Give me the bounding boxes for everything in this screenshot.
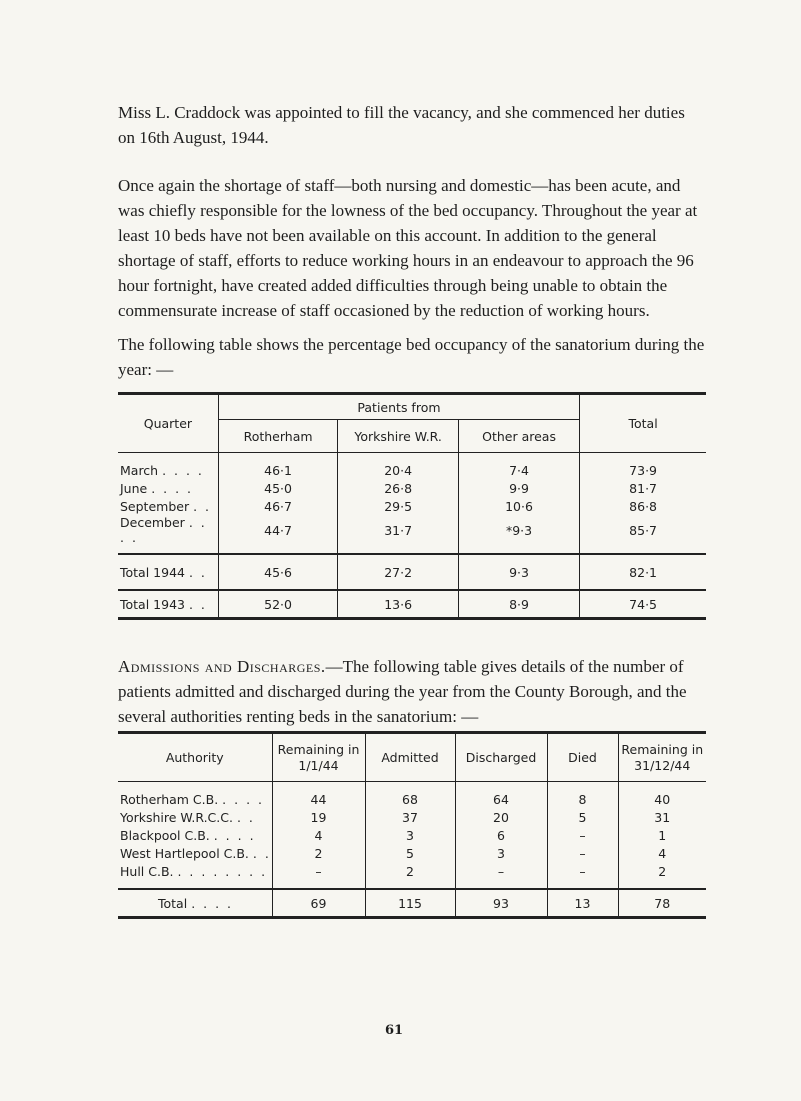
cell-discharged: 20 <box>455 808 547 826</box>
cell-remaining-start: – <box>272 862 365 889</box>
header-total: Total <box>628 416 658 431</box>
row-label: Yorkshire W.R.C.C. <box>120 809 233 825</box>
header-remaining-start: Remaining in 1/1/44 <box>272 733 365 782</box>
cell-total: 82·1 <box>580 554 706 590</box>
cell-yorkshire: 31·7 <box>338 515 459 554</box>
occupancy-table <box>118 392 706 620</box>
cell-died: 13 <box>547 889 618 918</box>
header-died: Died <box>547 733 618 782</box>
cell-admitted: 5 <box>365 844 455 862</box>
cell-admitted: 2 <box>365 862 455 889</box>
cell-yorkshire: 27·2 <box>338 554 459 590</box>
table-row <box>118 515 706 554</box>
table-row <box>118 479 706 497</box>
row-label: Total 1944 <box>120 564 185 580</box>
cell-admitted: 37 <box>365 808 455 826</box>
cell-total: 74·5 <box>580 590 706 619</box>
cell-yorkshire: 13·6 <box>338 590 459 619</box>
leader-dots: . . . . <box>120 515 207 545</box>
page-number: 61 <box>385 1023 404 1038</box>
cell-admitted: 115 <box>365 889 455 918</box>
total-row <box>118 889 706 918</box>
cell-rotherham: 44·7 <box>218 515 338 554</box>
admissions-table <box>118 731 706 919</box>
cell-remaining-start: 2 <box>272 844 365 862</box>
header-rotherham: Rotherham <box>218 420 338 453</box>
section-heading: Admissions and Discharges. <box>118 657 326 676</box>
paragraph-staff-shortage: Once again the shortage of staff—both nursing and domestic—has been acute, and was chiefly responsible for the lowness of the bed occupancy. Throughout the year at least 10 beds have not been available on this account. In addition to the general shortage of staff, efforts to reduce working hours in an endeavour to approach the 96 hour fortnight, have created added difficulties through being unable to obtain the commensurate increase of staff occasioned by the reduction of working hours. <box>118 176 698 320</box>
row-label: December <box>120 515 185 530</box>
row-label: Hull C.B. <box>120 863 174 879</box>
table-row <box>118 497 706 515</box>
header-authority: Authority <box>118 733 272 782</box>
table-row <box>118 862 706 889</box>
cell-died: 5 <box>547 808 618 826</box>
leader-dots: . . . . <box>213 827 256 843</box>
cell-remaining-end: 1 <box>658 827 667 843</box>
cell-remaining-start: 19 <box>272 808 365 826</box>
cell-discharged: 3 <box>455 844 547 862</box>
cell-discharged: – <box>455 862 547 889</box>
cell-other: 10·6 <box>458 497 579 515</box>
cell-remaining-start: 4 <box>272 826 365 844</box>
cell-died: – <box>547 862 618 889</box>
paragraph-appointment: Miss L. Craddock was appointed to fill the vacancy, and she commenced her duties on 16th August, 1944. <box>118 103 685 147</box>
section-text: —The following table gives details of the number of patients admitted and discharged during the year from the County Borough, and the several authorities renting beds in the sanatorium: — <box>118 657 687 726</box>
paragraph-occupancy-intro: The following table shows the percentage bed occupancy of the sanatorium during the year: — <box>118 335 705 379</box>
row-label: Total <box>158 895 188 911</box>
cell-died: – <box>547 844 618 862</box>
table-row <box>118 782 706 809</box>
cell-rotherham: 45·6 <box>218 554 338 590</box>
total-1944-row <box>118 554 706 590</box>
cell-other: *9·3 <box>458 515 579 554</box>
table-row <box>118 808 706 826</box>
cell-remaining-start: 69 <box>272 889 365 918</box>
cell-other: 9·9 <box>458 479 579 497</box>
header-other-areas: Other areas <box>458 420 579 453</box>
row-label: West Hartlepool C.B. <box>120 845 249 861</box>
cell-died: – <box>547 826 618 844</box>
row-label: Blackpool C.B. <box>120 827 210 843</box>
cell-rotherham: 46·7 <box>218 497 338 515</box>
header-discharged: Discharged <box>455 733 547 782</box>
table-row <box>118 826 706 844</box>
header-remaining-end: Remaining in 31/12/44 <box>618 733 706 782</box>
cell-total: 81·7 <box>629 480 658 496</box>
cell-died: 8 <box>547 782 618 809</box>
cell-rotherham: 45·0 <box>218 479 338 497</box>
cell-total: 73·9 <box>629 462 658 478</box>
row-label: Total 1943 <box>120 596 185 612</box>
leader-dots: . . . . <box>191 895 234 911</box>
table-row <box>118 453 706 480</box>
cell-admitted: 68 <box>365 782 455 809</box>
row-label: September <box>120 498 190 514</box>
cell-discharged: 64 <box>455 782 547 809</box>
leader-dots: . . <box>193 498 211 514</box>
cell-remaining-end: 31 <box>654 809 671 825</box>
header-yorkshire: Yorkshire W.R. <box>338 420 459 453</box>
cell-total: 86·8 <box>629 498 658 514</box>
cell-rotherham: 52·0 <box>218 590 338 619</box>
cell-remaining-end: 40 <box>654 791 671 807</box>
cell-other: 8·9 <box>458 590 579 619</box>
cell-remaining-end: 78 <box>618 889 706 918</box>
leader-dots: . . <box>188 596 207 612</box>
leader-dots: . . . . . . . . <box>177 863 268 879</box>
row-label: Rotherham C.B. <box>120 791 219 807</box>
cell-discharged: 93 <box>455 889 547 918</box>
row-label: June <box>120 480 148 496</box>
cell-remaining-end: 4 <box>658 845 667 861</box>
cell-yorkshire: 20·4 <box>338 453 459 480</box>
cell-discharged: 6 <box>455 826 547 844</box>
leader-dots: . . <box>236 809 255 825</box>
header-admitted: Admitted <box>365 733 455 782</box>
cell-other: 9·3 <box>458 554 579 590</box>
cell-remaining-start: 44 <box>272 782 365 809</box>
total-1943-row <box>118 590 706 619</box>
header-quarter: Quarter <box>118 394 218 453</box>
paragraph-admissions <box>118 654 706 729</box>
cell-admitted: 3 <box>365 826 455 844</box>
cell-yorkshire: 29·5 <box>338 497 459 515</box>
leader-dots: . . <box>188 564 207 580</box>
cell-other: 7·4 <box>458 453 579 480</box>
row-label: March <box>120 462 159 478</box>
leader-dots: . . <box>252 845 271 861</box>
cell-yorkshire: 26·8 <box>338 479 459 497</box>
leader-dots: . . . . <box>162 462 204 478</box>
leader-dots: . . . . <box>151 480 194 496</box>
header-patients-from: Patients from <box>218 394 579 420</box>
cell-total: 85·7 <box>629 522 658 538</box>
cell-remaining-end: 2 <box>658 863 667 879</box>
leader-dots: . . . . <box>222 791 264 807</box>
table-row <box>118 844 706 862</box>
cell-rotherham: 46·1 <box>218 453 338 480</box>
